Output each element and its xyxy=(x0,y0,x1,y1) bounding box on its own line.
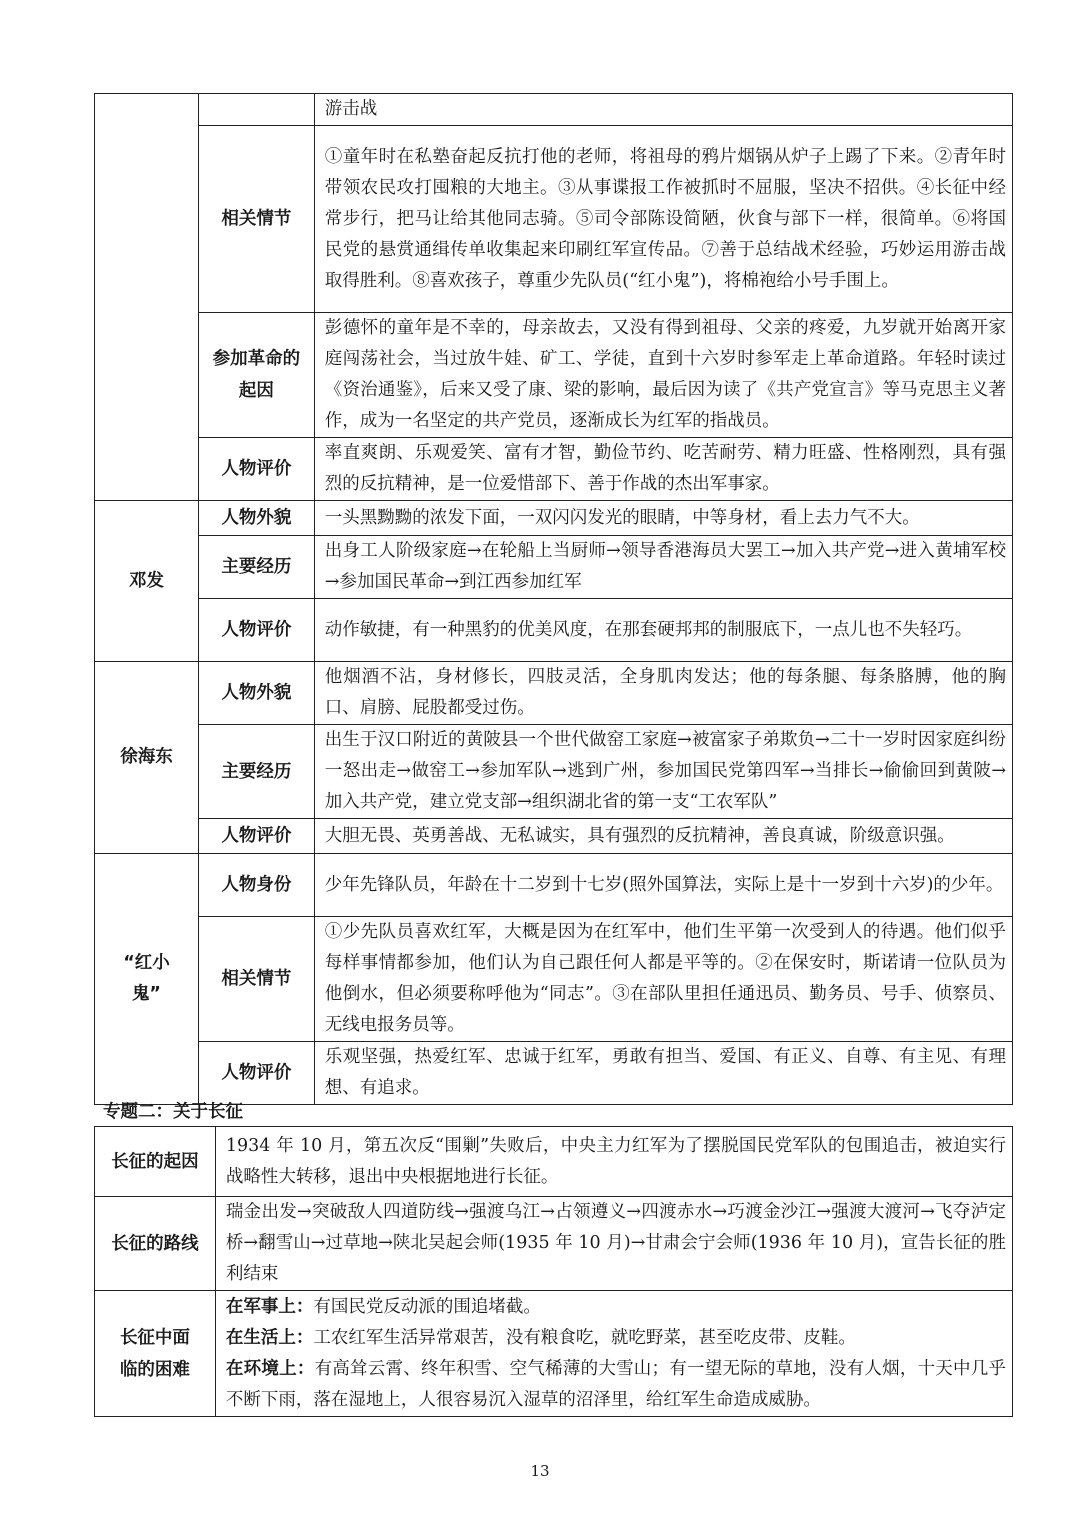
name-xiaogui: “红小 鬼” xyxy=(95,854,199,1105)
label-identity: 人物身份 xyxy=(198,854,314,917)
label-eval: 人物评价 xyxy=(198,599,314,662)
life-text: 工农红军生活异常艰苦，没有粮食吃，就吃野菜，甚至吃皮带、皮鞋。 xyxy=(313,1327,856,1348)
label-plot: 相关情节 xyxy=(198,126,314,313)
cell-xiaogui-identity: 少年先锋队员，年龄在十二岁到十七岁(照外国算法，实际上是十一岁到十六岁)的少年。 xyxy=(314,854,1012,917)
cell-dengfa-appearance: 一头黑黝黝的浓发下面，一双闪闪发光的眼睛，中等身材，看上去力气不大。 xyxy=(314,501,1012,536)
env-text: 有高耸云霄、终年积雪、空气稀薄的大雪山；有一望无际的草地，没有人烟，十天中几乎不断下雨，落在湿地上，人很容易沉入湿草的沼泽里，给红军生命造成威胁。 xyxy=(225,1358,1007,1410)
cell-peng-plot: ①童年时在私塾奋起反抗打他的老师，将祖母的鸦片烟锅从炉子上踢了下来。②青年时带领农民攻打囤粮的大地主。③从事谍报工作被抓时不屈服，坚决不招供。④长征中经常步行，把马让给其他同志骑。⑤司令部陈设简陋，伙食与部下一样，很简单。⑥将国民党的悬赏通缉传单收集起来印刷红军宣传品。⑦善于总结战术经验，巧妙运用游击战取得胜利。⑧喜欢孩子，尊重少先队员(“红小鬼”)，将棉袍给小号手围上。 xyxy=(314,126,1012,313)
label-experience: 主要经历 xyxy=(198,725,314,819)
cell-route: 瑞金出发→突破敌人四道防线→强渡乌江→占领遵义→四渡赤水→巧渡金沙江→强渡大渡河→飞夺泸定桥→翻雪山→过草地→陕北吴起会师(1935 年 10 月)→甘肃会宁会师(1936 年 10 月)，宣告长征的胜利结束 xyxy=(215,1197,1012,1291)
cell-guerrilla: 游击战 xyxy=(314,94,1012,126)
cell-difficulty xyxy=(215,1291,1012,1417)
characters-table xyxy=(94,93,1013,1105)
env-title: 在环境上： xyxy=(225,1358,315,1379)
label-cause: 参加革命的 起因 xyxy=(198,313,314,438)
label-appearance: 人物外貌 xyxy=(198,501,314,536)
cell-xuhaidong-experience: 出生于汉口附近的黄陂县一个世代做窑工家庭→被富家子弟欺负→二十一岁时因家庭纠纷一怒出走→做窑工→参加军队→逃到广州，参加国民党第四军→当排长→偷偷回到黄陂→加入共产党，建立党支部→组织湖北省的第一支“工农军队” xyxy=(314,725,1012,819)
label-cell-empty xyxy=(198,94,314,126)
military-text: 有国民党反动派的围追堵截。 xyxy=(313,1296,541,1317)
label-route: 长征的路线 xyxy=(95,1197,216,1291)
label-experience: 主要经历 xyxy=(198,536,314,599)
cell-xuhaidong-appearance: 他烟酒不沾，身材修长，四肢灵活，全身肌肉发达；他的每条腿、每条胳膊，他的胸口、肩膀、屁股都受过伤。 xyxy=(314,662,1012,725)
cell-dengfa-eval: 动作敏捷，有一种黑豹的优美风度，在那套硬邦邦的制服底下，一点儿也不失轻巧。 xyxy=(314,599,1012,662)
label-eval: 人物评价 xyxy=(198,1042,314,1105)
cell-dengfa-experience: 出身工人阶级家庭→在轮船上当厨师→领导香港海员大罢工→加入共产党→进入黄埔军校→参加国民革命→到江西参加红军 xyxy=(314,536,1012,599)
cell-peng-eval: 率直爽朗、乐观爱笑、富有才智，勤俭节约、吃苦耐劳、精力旺盛、性格刚烈，具有强烈的反抗精神，是一位爱惜部下、善于作战的杰出军事家。 xyxy=(314,438,1012,501)
label-plot: 相关情节 xyxy=(198,917,314,1042)
long-march-table xyxy=(94,1126,1013,1417)
cell-xiaogui-eval: 乐观坚强，热爱红军、忠诚于红军，勇敢有担当、爱国、有正义、自尊、有主见、有理想、有追求。 xyxy=(314,1042,1012,1105)
military-title: 在军事上： xyxy=(225,1296,314,1317)
life-title: 在生活上： xyxy=(225,1327,314,1348)
label-eval: 人物评价 xyxy=(198,438,314,501)
label-eval: 人物评价 xyxy=(198,819,314,854)
label-appearance: 人物外貌 xyxy=(198,662,314,725)
cell-origin: 1934 年 10 月，第五次反“围剿”失败后，中央主力红军为了摆脱国民党军队的包围追击，被迫实行战略性大转移，退出中央根据地进行长征。 xyxy=(215,1127,1012,1197)
section-heading: 专题二：关于长征 xyxy=(103,1102,243,1122)
cell-xuhaidong-eval: 大胆无畏、英勇善战、无私诚实，具有强烈的反抗精神，善良真诚，阶级意识强。 xyxy=(314,819,1012,854)
label-origin: 长征的起因 xyxy=(95,1127,216,1197)
name-xuhaidong: 徐海东 xyxy=(95,662,199,854)
cell-xiaogui-plot: ①少先队员喜欢红军，大概是因为在红军中，他们生平第一次受到人的待遇。他们似乎每样事情都参加，他们认为自己跟任何人都是平等的。②在保安时，斯诺请一位队员为他倒水，但必须要称呼他为“同志”。③在部队里担任通迅员、勤务员、号手、侦察员、无线电报务员等。 xyxy=(314,917,1012,1042)
cell-peng-cause: 彭德怀的童年是不幸的，母亲故去，又没有得到祖母、父亲的疼爱，九岁就开始离开家庭闯荡社会，当过放牛娃、矿工、学徒，直到十六岁时参军走上革命道路。年轻时读过《资治通鉴》，后来又受了康、梁的影响，最后因为读了《共产党宣言》等马克思主义著作，成为一名坚定的共产党员，逐渐成长为红军的指战员。 xyxy=(314,313,1012,438)
name-cell-peng xyxy=(95,94,199,501)
name-dengfa: 邓发 xyxy=(95,501,199,662)
page-number: 13 xyxy=(530,1462,550,1480)
label-difficulty: 长征中面 临的困难 xyxy=(95,1291,216,1417)
